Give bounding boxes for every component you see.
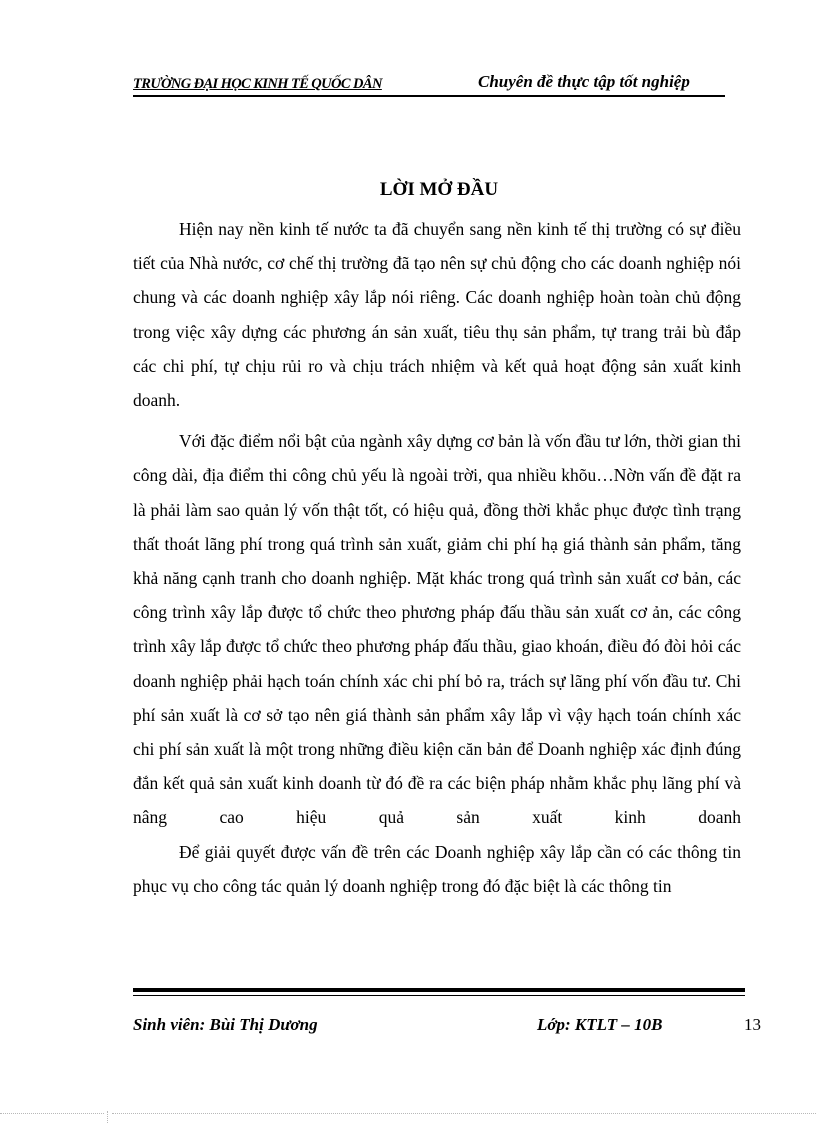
page-boundary-mark [107,1111,108,1123]
class-name: Lớp: KTLT – 10B [537,1015,663,1034]
page-header [133,70,745,94]
section-title: LỜI MỞ ĐẦU [379,179,499,200]
page-number: 13 [744,1015,761,1034]
body-text [133,212,741,903]
paragraph: Hiện nay nền kinh tế nước ta đã chuyển sang nền kinh tế thị trường có sự điều tiết của Nhà nước, cơ chế thị trường đã tạo nên sự chủ động cho các doanh nghiệp nói chung và các doanh nghiệp xây lắp nói riêng. Các doanh nghiệp hoàn toàn chủ động trong việc xây dựng các phương án sản xuất, tiêu thụ sản phẩm, tự trang trải bù đắp các chi phí, tự chịu rủi ro và chịu trách nhiệm và kết quả hoạt động sản xuất kinh doanh. [133,219,741,411]
footer-divider-thin [133,995,745,996]
paragraph: Để giải quyết được vấn đề trên các Doanh nghiệp xây lắp cần có các thông tin phục vụ cho công tác quản lý doanh nghiệp trong đó đặc biệt là các thông tin [133,841,741,896]
page-boundary-line [0,1113,104,1114]
header-divider [133,95,725,97]
document-type: Chuyên đề thực tập tốt nghiệp [478,72,690,91]
footer-divider-thick [133,988,745,992]
page-footer [133,1015,763,1041]
page-boundary-line [112,1113,816,1114]
paragraph-spacer [133,417,741,424]
paragraph: Với đặc điểm nổi bật của ngành xây dựng cơ bản là vốn đầu tư lớn, thời gian thi công dài, địa điểm thi công chủ yếu là ngoài trời, qua nhiều khõu…Nờn vấn đề đặt ra là phải làm sao quản lý vốn thật tốt, có hiệu quả, đồng thời khắc phục được tình trạng thất thoát lãng phí trong quá trình sản xuất, giảm chi phí hạ giá thành sản phẩm, tăng khả năng cạnh tranh cho doanh nghiệp. Mặt khác trong quá trình sản xuất cơ bản, các công trình xây lắp được tổ chức theo phương pháp đấu thầu sản xuất cơ ản, các công trình xây lắp được tổ chức theo phương pháp đấu thầu, giao khoán, điều đó đòi hỏi các doanh nghiệp phải hạch toán chính xác chi phí bỏ ra, trách sự lãng phí vốn đầu tư. Chi phí sản xuất là cơ sở tạo nên giá thành sản phẩm xây lắp vì vậy hạch toán chính xác chi phí sản xuất là một trong những điều kiện căn bản để Doanh nghiệp xác định đúng đắn kết quả sản xuất kinh doanh từ đó đề ra các biện pháp nhằm khắc phụ lãng phí và nâng cao hiệu quả sản xuất kinh doanh [133,431,741,828]
student-name: Sinh viên: Bùi Thị Dương [133,1015,318,1034]
school-name: TRƯỜNG ĐẠI HỌC KINH TẾ QUỐC DÂN [133,76,382,92]
